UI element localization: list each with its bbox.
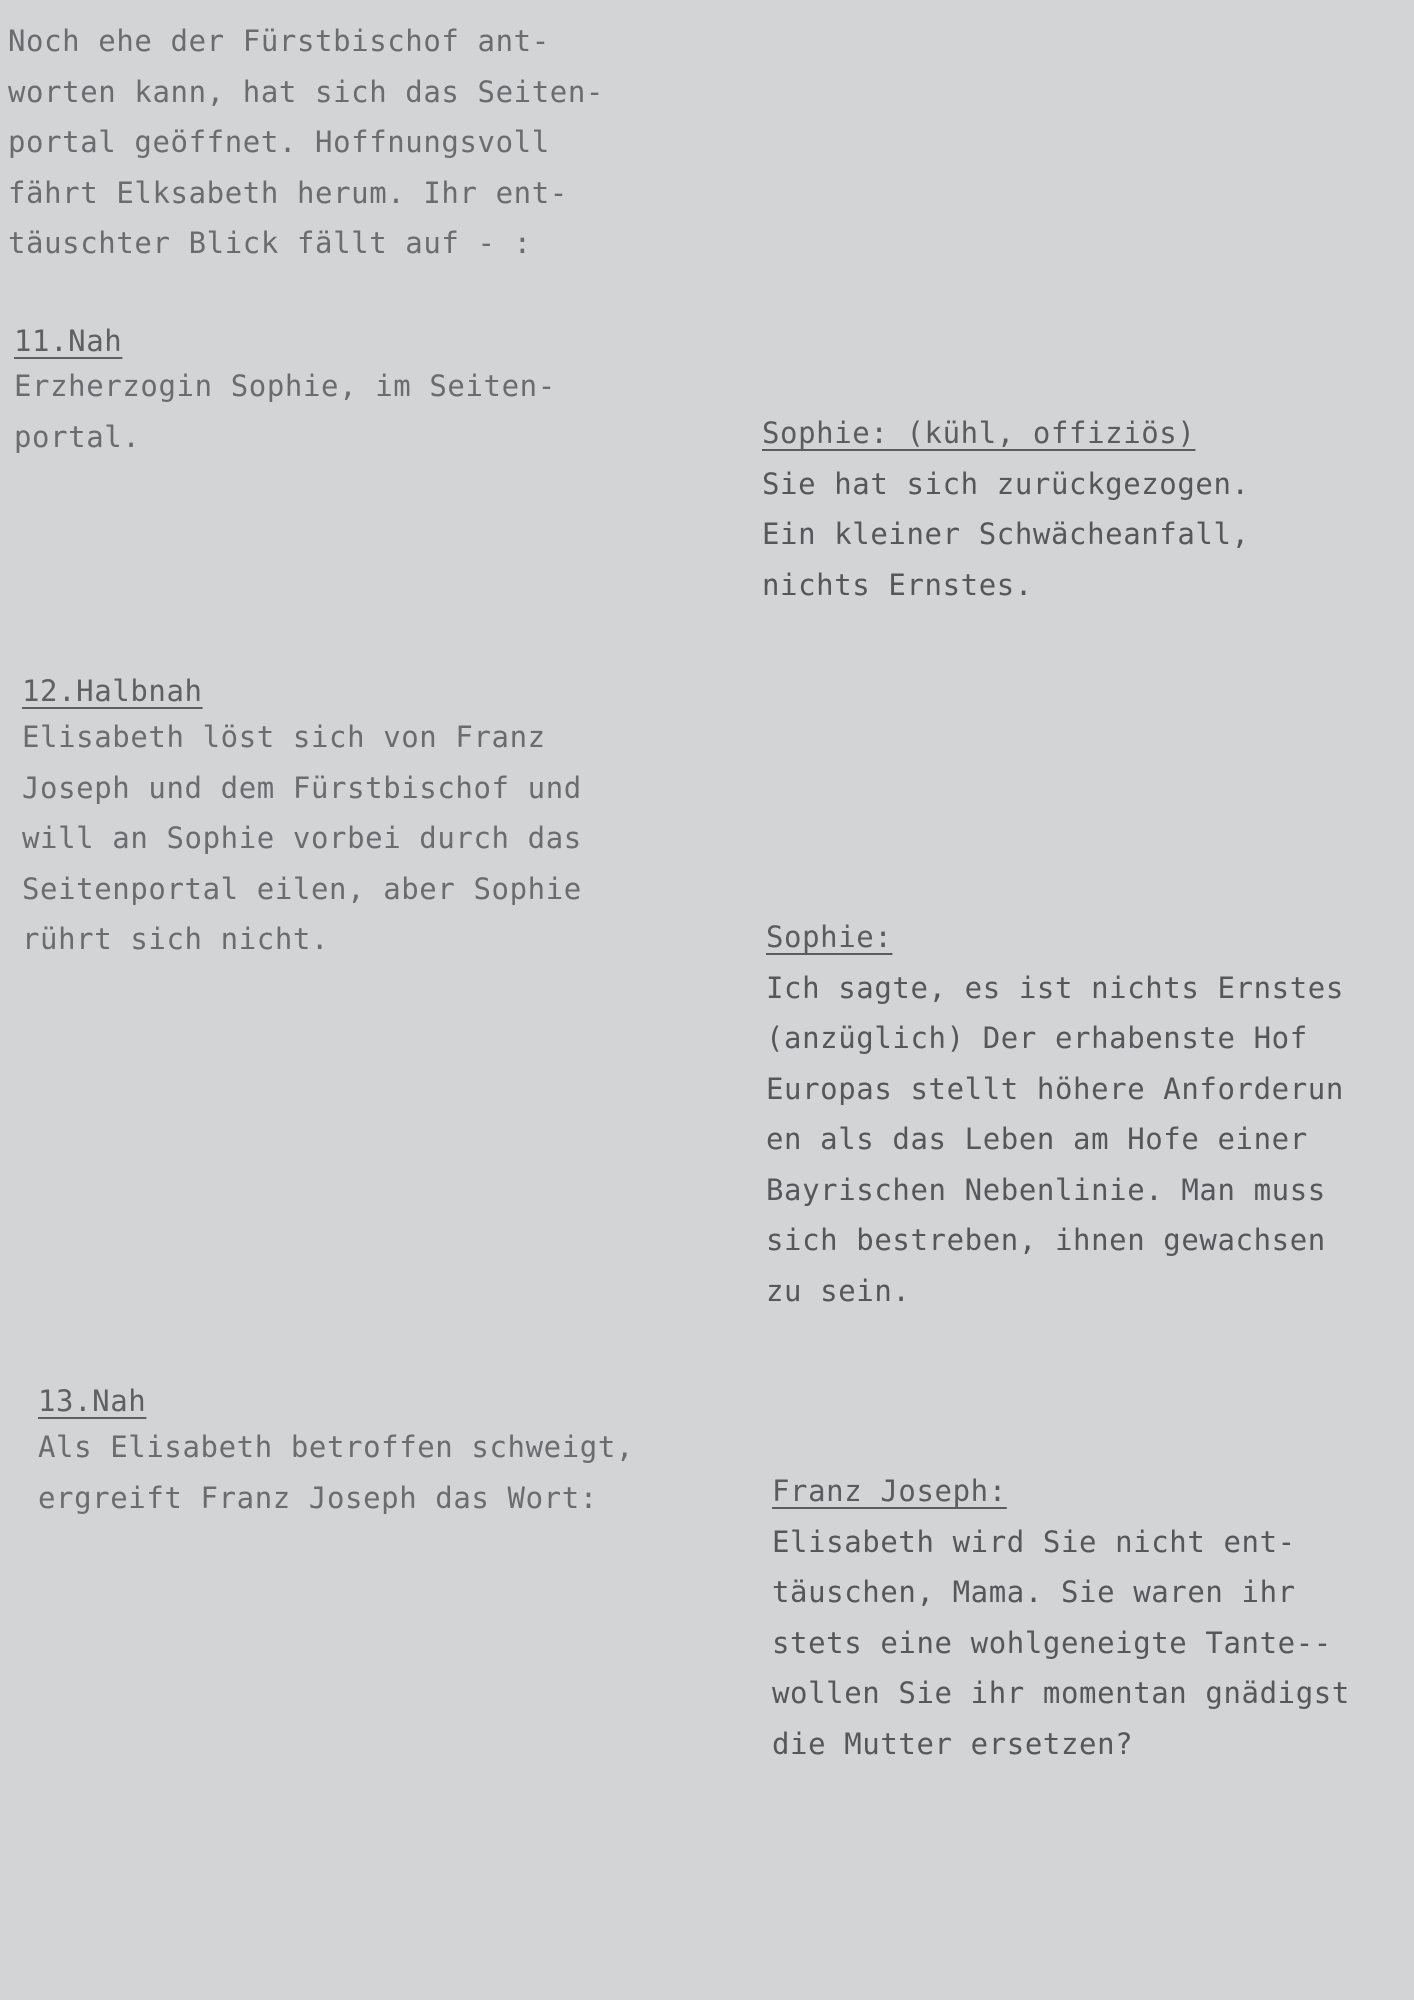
dialogue-line: Bayrischen Nebenlinie. Man muss	[766, 1172, 1326, 1207]
dialogue-line: wollen Sie ihr momentan gnädigst	[772, 1676, 1350, 1710]
description-line: Erzherzogin Sophie, im Seiten-	[14, 369, 556, 403]
dialogue-line: täuschen, Mama. Sie waren ihr	[772, 1575, 1296, 1609]
description-line: rührt sich nicht.	[22, 922, 330, 956]
description-line: ergreift Franz Joseph das Wort:	[38, 1480, 598, 1515]
intro-line: Noch ehe der Fürstbischof ant-	[8, 24, 550, 58]
scene-heading: 11.Nah	[14, 324, 123, 358]
speaker-label: Sophie: (kühl, offiziös)	[762, 416, 1196, 450]
intro-line: worten kann, hat sich das Seiten-	[8, 74, 604, 109]
dialogue-line: nichts Ernstes.	[762, 567, 1033, 602]
dialogue-line: sich bestreben, ihnen gewachsen	[766, 1223, 1326, 1257]
dialogue-line: (anzüglich) Der erhabenste Hof	[766, 1021, 1308, 1055]
scene-12-description	[22, 712, 582, 965]
scene-heading: 12.Halbnah	[22, 674, 203, 708]
dialogue-line: zu sein.	[766, 1273, 911, 1308]
scene-12-heading-block	[22, 666, 203, 717]
scene-11-description	[14, 361, 556, 462]
description-line: portal.	[14, 419, 141, 454]
dialogue-line: en als das Leben am Hofe einer	[766, 1122, 1308, 1156]
speaker-label: Sophie:	[766, 920, 893, 954]
dialogue-line: stets eine wohlgeneigte Tante--	[772, 1625, 1332, 1660]
scene-12-dialogue	[766, 912, 1344, 1316]
scene-heading: 13.Nah	[38, 1384, 147, 1418]
intro-paragraph	[8, 16, 604, 269]
description-line: Seitenportal eilen, aber Sophie	[22, 871, 582, 906]
scene-13-dialogue	[772, 1466, 1350, 1769]
scene-13-description	[38, 1422, 634, 1523]
dialogue-line: Sie hat sich zurückgezogen.	[762, 466, 1250, 501]
scene-11-dialogue	[762, 408, 1250, 610]
description-line: Joseph und dem Fürstbischof und	[22, 770, 582, 805]
description-line: Als Elisabeth betroffen schweigt,	[38, 1430, 634, 1464]
dialogue-line: die Mutter ersetzen?	[772, 1726, 1134, 1761]
speaker-label: Franz Joseph:	[772, 1474, 1007, 1508]
description-line: Elisabeth löst sich von Franz	[22, 720, 546, 754]
intro-line: täuschter Blick fällt auf - :	[8, 226, 532, 260]
dialogue-line: Ich sagte, es ist nichts Ernstes	[766, 970, 1344, 1005]
intro-line: fährt Elksabeth herum. Ihr ent-	[8, 175, 568, 210]
scene-11-heading-block	[14, 316, 122, 367]
dialogue-line: Europas stellt höhere Anforderun	[766, 1071, 1344, 1106]
description-line: will an Sophie vorbei durch das	[22, 821, 582, 855]
dialogue-line: Elisabeth wird Sie nicht ent-	[772, 1524, 1296, 1559]
intro-line: portal geöffnet. Hoffnungsvoll	[8, 125, 550, 159]
dialogue-line: Ein kleiner Schwächeanfall,	[762, 517, 1250, 551]
scene-13-heading-block	[38, 1376, 146, 1427]
